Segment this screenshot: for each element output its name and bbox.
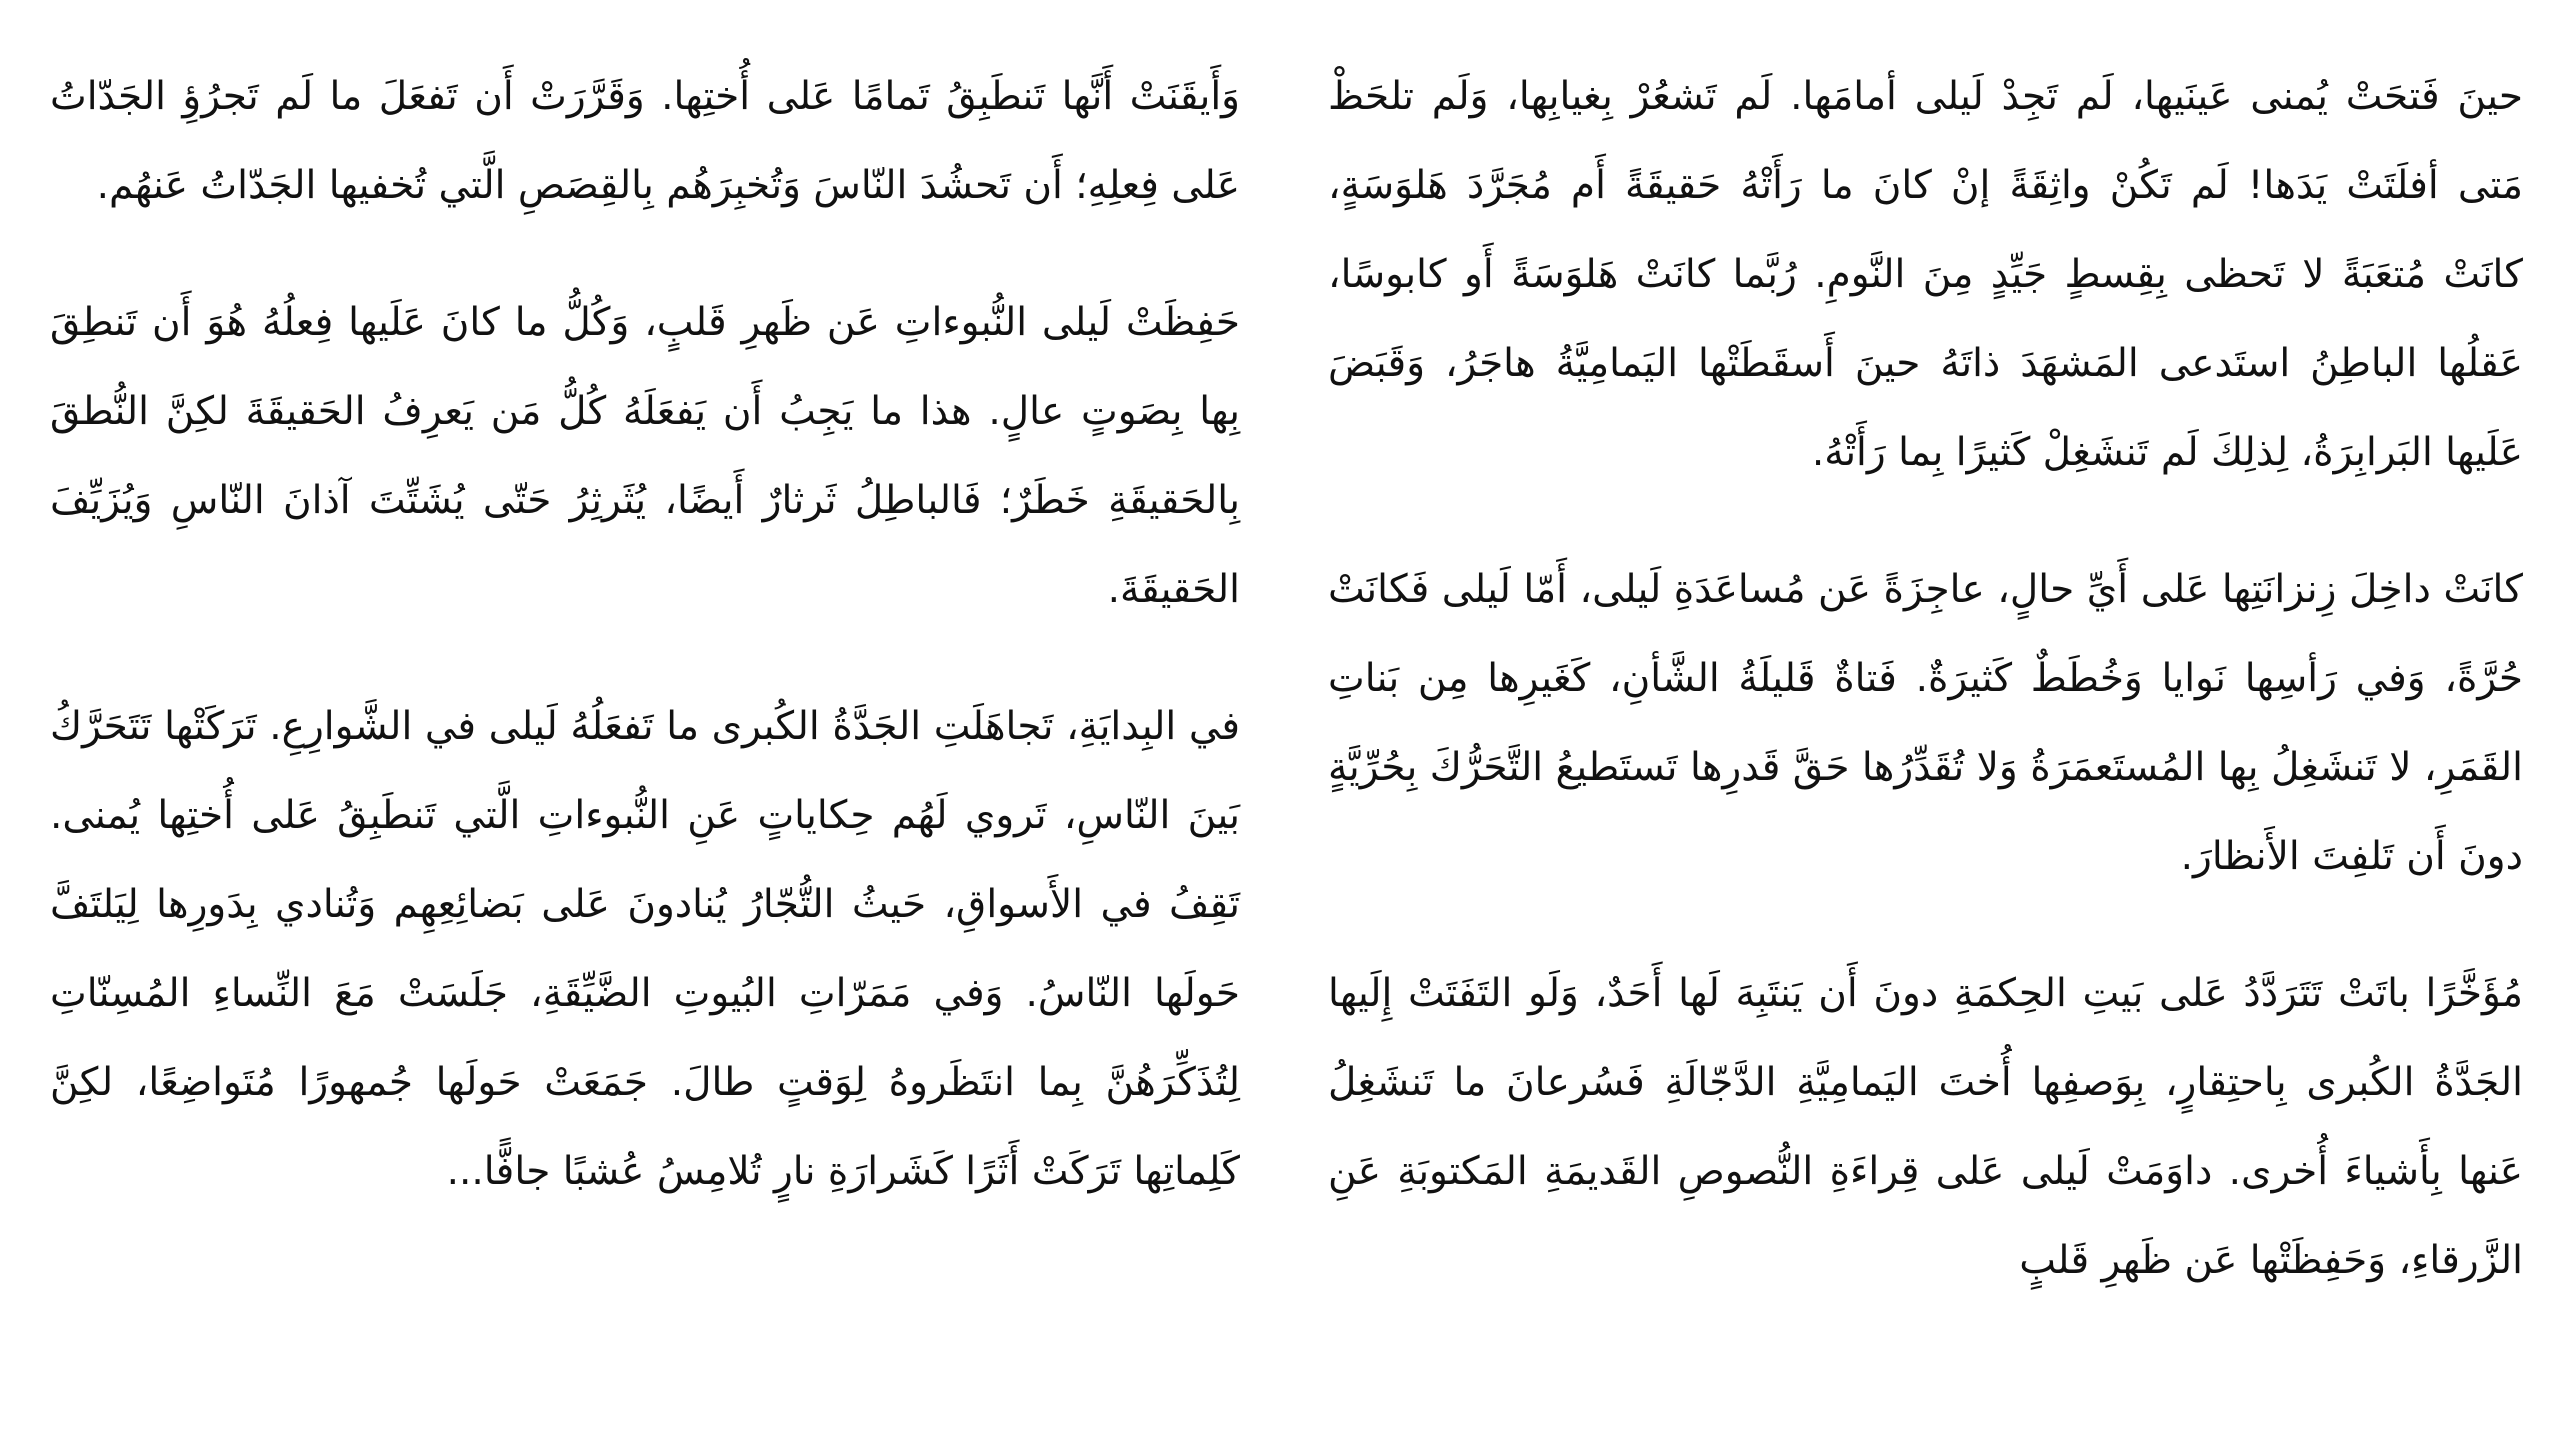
right-page-column (1328, 52, 2523, 1353)
left-page-column (50, 52, 1240, 1264)
left-paragraph-3: في البِدايَةِ، تَجاهَلَتِ الجَدَّةُ الكُبرى ما تَفعَلُهُ لَيلى في الشَّوارِعِ. تَرَكَتْها تَتَحَرَّكُ بَينَ النّاسِ، تَروي لَهُم حِكاياتٍ عَنِ النُّبوءاتِ الَّتي تَنطَبِقُ عَلى أُختِها يُمنى. تَقِفُ في الأَسواقِ، حَيثُ التُّجّارُ يُنادونَ عَلى بَضائِعِهِم وَتُنادي بِدَورِها لِيَلتَفَّ حَولَها النّاسُ. وَفي مَمَرّاتِ البُيوتِ الضَّيِّقَةِ، جَلَسَتْ مَعَ النِّساءِ المُسِنّاتِ لِتُذَكِّرَهُنَّ بِما انتَظَروهُ لِوَقتٍ طالَ. جَمَعَتْ حَولَها جُمهورًا مُتَواضِعًا، لكِنَّ كَلِماتِها تَرَكَتْ أَثَرًا كَشَرارَةِ نارٍ تُلامِسُ عُشبًا جافًّا... (50, 704, 1240, 1194)
left-paragraph-2: حَفِظَتْ لَيلى النُّبوءاتِ عَن ظَهرِ قَلبٍ، وَكُلُّ ما كانَ عَلَيها فِعلُهُ هُوَ أَن تَنطِقَ بِها بِصَوتٍ عالٍ. هذا ما يَجِبُ أَن يَفعَلَهُ كُلُّ مَن يَعرِفُ الحَقيقَةَ لكِنَّ النُّطقَ بِالحَقيقَةِ خَطَرٌ؛ فَالباطِلُ ثَرثارٌ أَيضًا، يُثَرثِرُ حَتّى يُشَتِّتَ آذانَ النّاسِ وَيُزَيِّفَ الحَقيقَةَ. (50, 300, 1240, 612)
right-paragraph-3: مُؤَخَّرًا باتَتْ تَتَرَدَّدُ عَلى بَيتِ الحِكمَةِ دونَ أَن يَنتَبِهَ لَها أَحَدٌ، وَلَو التَفَتَتْ إِلَيها الجَدَّةُ الكُبرى بِاحتِقارٍ، بِوَصفِها أُختَ اليَمامِيَّةِ الدَّجّالَةِ فَسُرعانَ ما تَنشَغِلُ عَنها بِأَشياءَ أُخرى. داوَمَتْ لَيلى عَلى قِراءَةِ النُّصوصِ القَديمَةِ المَكتوبَةِ عَنِ الزَّرقاءِ، وَحَفِظَتْها عَن ظَهرِ قَلبٍ (1328, 971, 2523, 1283)
right-paragraph-1: حينَ فَتحَتْ يُمنى عَينَيها، لَم تَجِدْ لَيلى أمامَها. لَم تَشعُرْ بِغيابِها، وَلَم تلحَظْ مَتى أفلَتَتْ يَدَها! لَم تَكُنْ واثِقَةً إنْ كانَ ما رَأَتْهُ حَقيقَةً أَم مُجَرَّدَ هَلوَسَةٍ، كانَتْ مُتعَبَةً لا تَحظى بِقِسطٍ جَيِّدٍ مِنَ النَّومِ. رُبَّما كانَتْ هَلوَسَةً أَو كابوسًا، عَقلُها الباطِنُ استَدعى المَشهَدَ ذاتَهُ حينَ أَسقَطَتْها اليَمامِيَّةُ هاجَرُ، وَقَبَضَ عَلَيها البَرابِرَةُ، لِذلِكَ لَم تَنشَغِلْ كَثيرًا بِما رَأَتْهُ. (1328, 74, 2523, 475)
left-paragraph-1: وَأَيقَنَتْ أَنَّها تَنطَبِقُ تَمامًا عَلى أُختِها. وَقَرَّرَتْ أَن تَفعَلَ ما لَم تَجرُؤِ الجَدّاتُ عَلى فِعلِهِ؛ أَن تَحشُدَ النّاسَ وَتُخبِرَهُم بِالقِصَصِ الَّتي تُخفيها الجَدّاتُ عَنهُم. (50, 74, 1240, 208)
right-paragraph-2: كانَتْ داخِلَ زِنزانَتِها عَلى أَيِّ حالٍ، عاجِزَةً عَن مُساعَدَةِ لَيلى، أَمّا لَيلى فَكانَتْ حُرَّةً، وَفي رَأسِها نَوايا وَخُطَطٌ كَثيرَةٌ. فَتاةٌ قَليلَةُ الشَّأنِ، كَغَيرِها مِن بَناتِ القَمَرِ، لا تَنشَغِلُ بِها المُستَعمَرَةُ وَلا تُقَدِّرُها حَقَّ قَدرِها تَستَطيعُ التَّحَرُّكَ بِحُرِّيَّةٍ دونَ أَن تَلفِتَ الأَنظارَ. (1328, 567, 2523, 879)
